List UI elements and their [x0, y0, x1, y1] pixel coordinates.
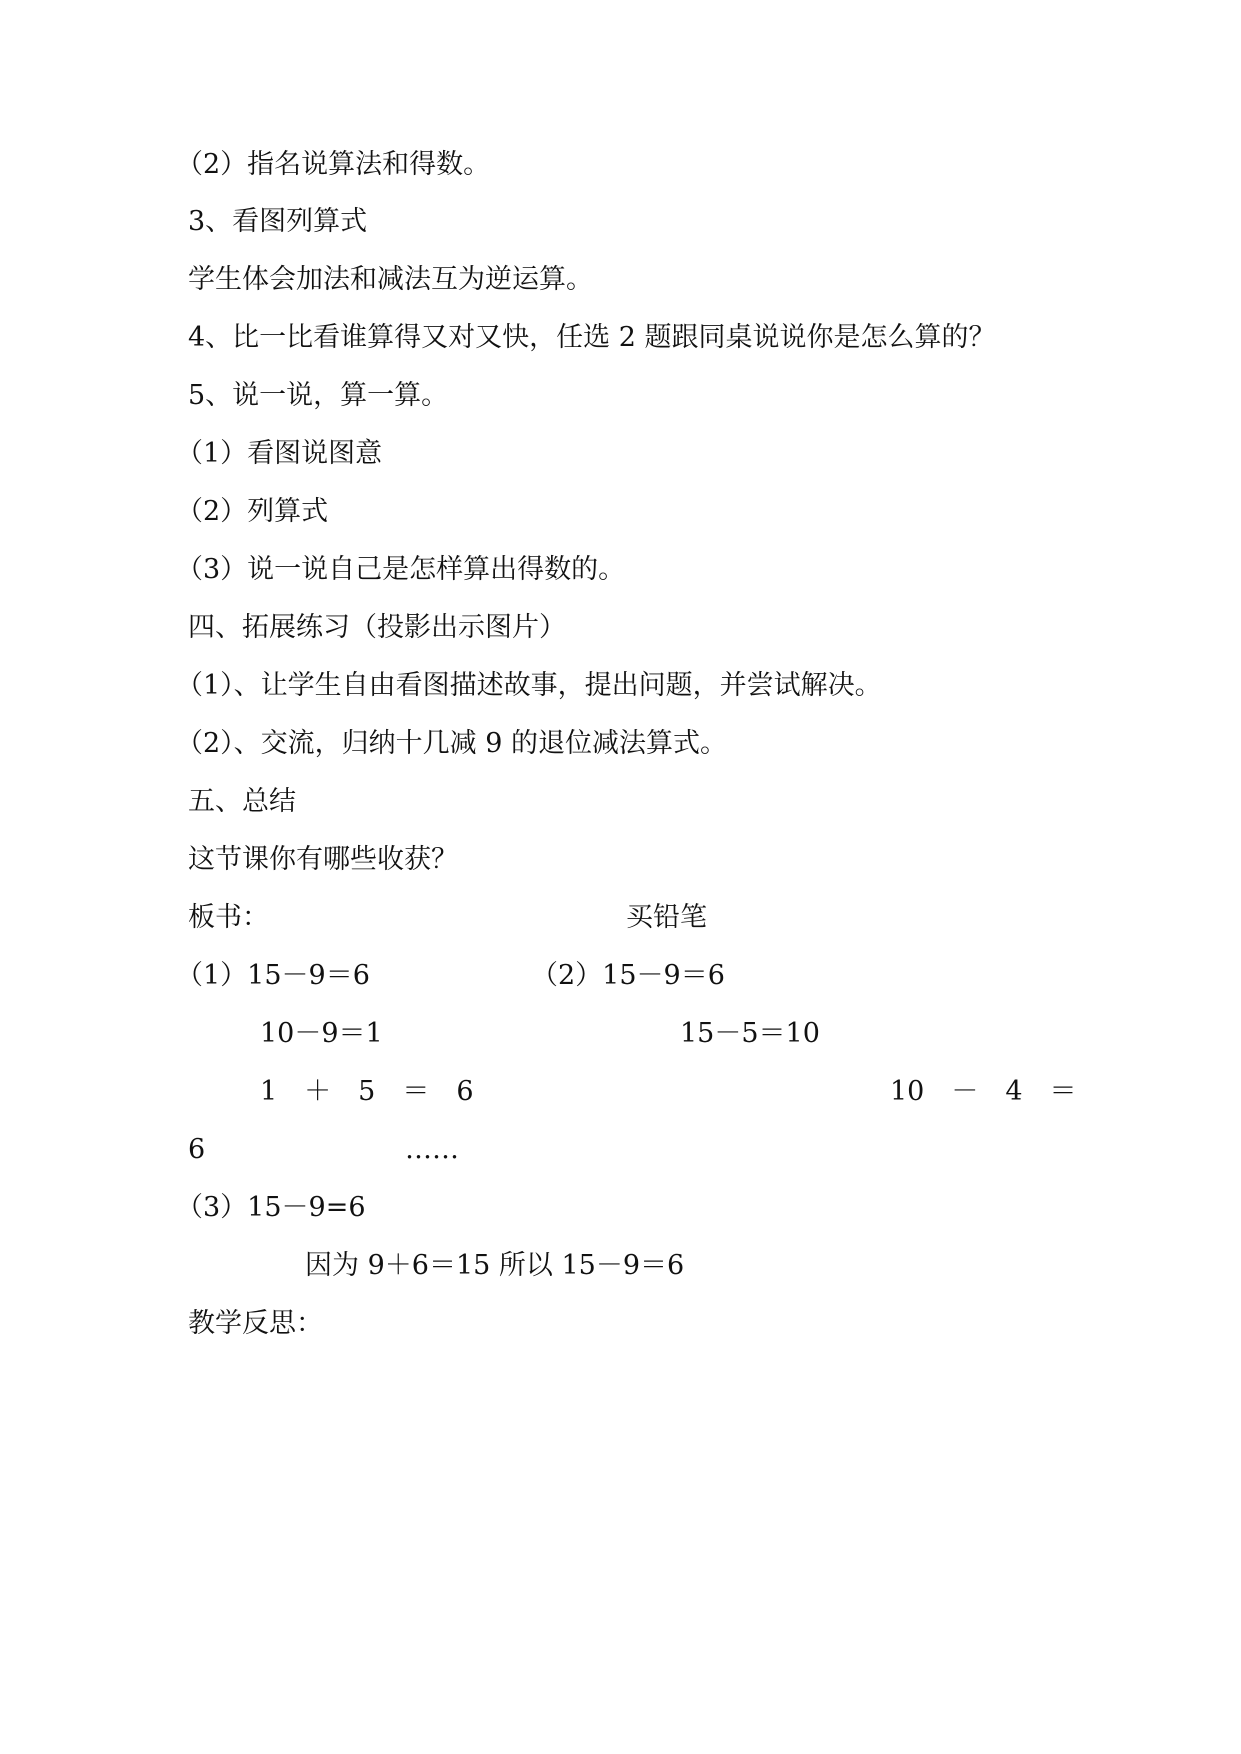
method-3-line-2: 因为 9＋6＝15 所以 15－9＝6 — [305, 1250, 685, 1281]
summary-question: 这节课你有哪些收获？ — [188, 844, 458, 875]
method-3-line-1: （3）15－9=6 — [176, 1192, 366, 1223]
step-2-formula: （2）列算式 — [176, 496, 329, 527]
method-1-line-1: （1）15－9＝6 — [176, 960, 370, 991]
inverse-operation-text: 学生体会加法和减法互为逆运算。 — [188, 264, 593, 295]
method-2-line-1: （2）15－9＝6 — [531, 960, 725, 991]
method-1-line-3: 1 ＋ 5 ＝ 6 — [260, 1076, 474, 1107]
section-4-heading: 4、比一比看谁算得又对又快，任选 2 题跟同桌说说你是怎么算的？ — [188, 322, 996, 353]
method-1-line-2: 10－9＝1 — [260, 1018, 383, 1049]
teaching-reflection-label: 教学反思： — [188, 1308, 323, 1339]
section-summary-heading: 五、总结 — [188, 786, 296, 817]
method-2-line-3: 10 － 4 ＝ — [890, 1076, 1077, 1107]
step-1-describe: （1）看图说图意 — [176, 438, 383, 469]
ellipsis: …… — [405, 1134, 459, 1165]
extension-item-1: （1）、让学生自由看图描述故事，提出问题，并尝试解决。 — [176, 670, 882, 701]
board-label: 板书： — [188, 902, 269, 933]
section-extension-heading: 四、拓展练习（投影出示图片） — [188, 612, 566, 643]
board-title: 买铅笔 — [626, 902, 707, 933]
step-2-explain: （2）指名说算法和得数。 — [176, 149, 491, 180]
extension-item-2: （2）、交流，归纳十几减 9 的退位减法算式。 — [176, 728, 728, 759]
method-2-line-3-wrap: 6 — [188, 1134, 206, 1165]
step-3-explain: （3）说一说自己是怎样算出得数的。 — [176, 554, 626, 585]
section-3-heading: 3、看图列算式 — [188, 206, 368, 237]
method-2-line-2: 15－5＝10 — [680, 1018, 820, 1049]
section-5-heading: 5、说一说，算一算。 — [188, 380, 449, 411]
